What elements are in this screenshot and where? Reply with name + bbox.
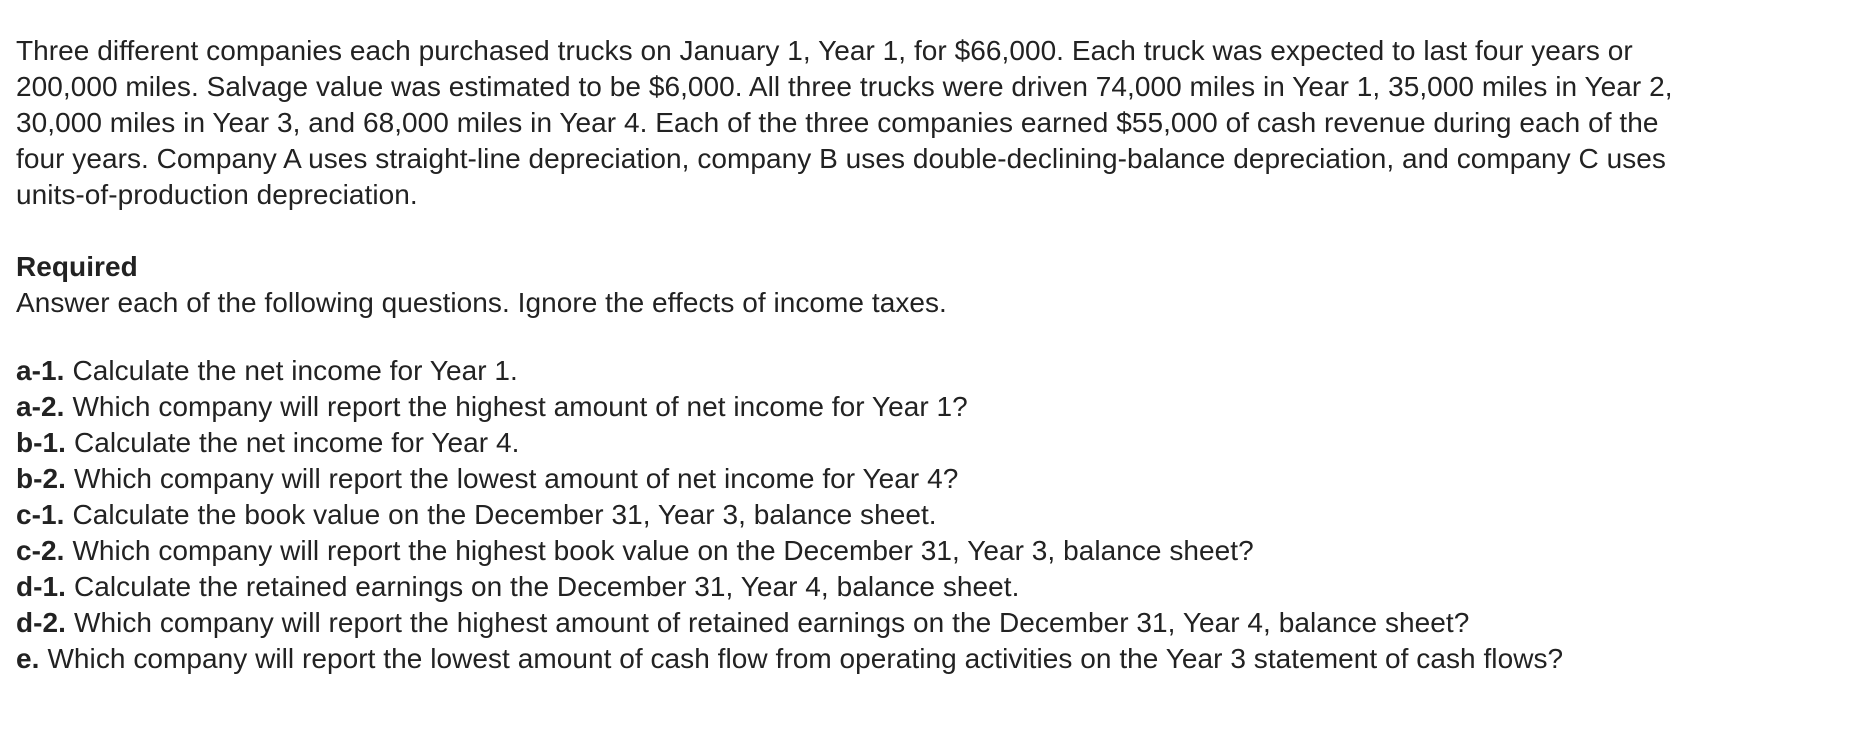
question-label: a-2.: [16, 391, 65, 422]
question-item: [16, 569, 1852, 605]
question-text: Calculate the net income for Year 1.: [72, 355, 518, 386]
intro-line-5: units-of-production depreciation.: [16, 179, 418, 210]
problem-intro: [16, 33, 1852, 213]
intro-line-4: four years. Company A uses straight-line depreciation, company B uses double-declining-balance depreciation, and company C uses: [16, 143, 1666, 174]
question-item: [16, 389, 1852, 425]
question-label: c-2.: [16, 535, 65, 566]
question-text: Which company will report the lowest amount of net income for Year 4?: [73, 463, 959, 494]
question-text: Calculate the net income for Year 4.: [73, 427, 520, 458]
question-label: e.: [16, 643, 40, 674]
question-item: [16, 461, 1852, 497]
question-text: Which company will report the lowest amount of cash flow from operating activities on the Year 3 statement of cash flows?: [47, 643, 1564, 674]
intro-line-3: 30,000 miles in Year 3, and 68,000 miles in Year 4. Each of the three companies earned $55,000 of cash revenue during each of the: [16, 107, 1659, 138]
question-item: [16, 497, 1852, 533]
question-label: d-2.: [16, 607, 66, 638]
question-label: a-1.: [16, 355, 65, 386]
required-section: [16, 249, 1852, 321]
intro-line-1: Three different companies each purchased trucks on January 1, Year 1, for $66,000. Each truck was expected to last four years or: [16, 35, 1633, 66]
question-label: d-1.: [16, 571, 66, 602]
required-heading: Required: [16, 251, 138, 282]
question-text: Calculate the retained earnings on the December 31, Year 4, balance sheet.: [73, 571, 1020, 602]
question-item: [16, 425, 1852, 461]
section-spacer: [16, 321, 1852, 353]
intro-line-2: 200,000 miles. Salvage value was estimated to be $6,000. All three trucks were driven 74,000 miles in Year 1, 35,000 miles in Year 2,: [16, 71, 1673, 102]
section-spacer: [16, 213, 1852, 249]
required-instruction: Answer each of the following questions. Ignore the effects of income taxes.: [16, 287, 947, 318]
question-label: b-1.: [16, 427, 66, 458]
question-item: [16, 353, 1852, 389]
question-item: [16, 605, 1852, 641]
question-item: [16, 533, 1852, 569]
question-label: c-1.: [16, 499, 65, 530]
question-item: [16, 641, 1852, 677]
question-text: Which company will report the highest amount of retained earnings on the December 31, Year 4, balance sheet?: [73, 607, 1470, 638]
question-label: b-2.: [16, 463, 66, 494]
question-text: Which company will report the highest book value on the December 31, Year 3, balance sheet?: [72, 535, 1254, 566]
question-list: [16, 353, 1852, 677]
question-text: Which company will report the highest amount of net income for Year 1?: [72, 391, 968, 422]
question-text: Calculate the book value on the December 31, Year 3, balance sheet.: [72, 499, 937, 530]
